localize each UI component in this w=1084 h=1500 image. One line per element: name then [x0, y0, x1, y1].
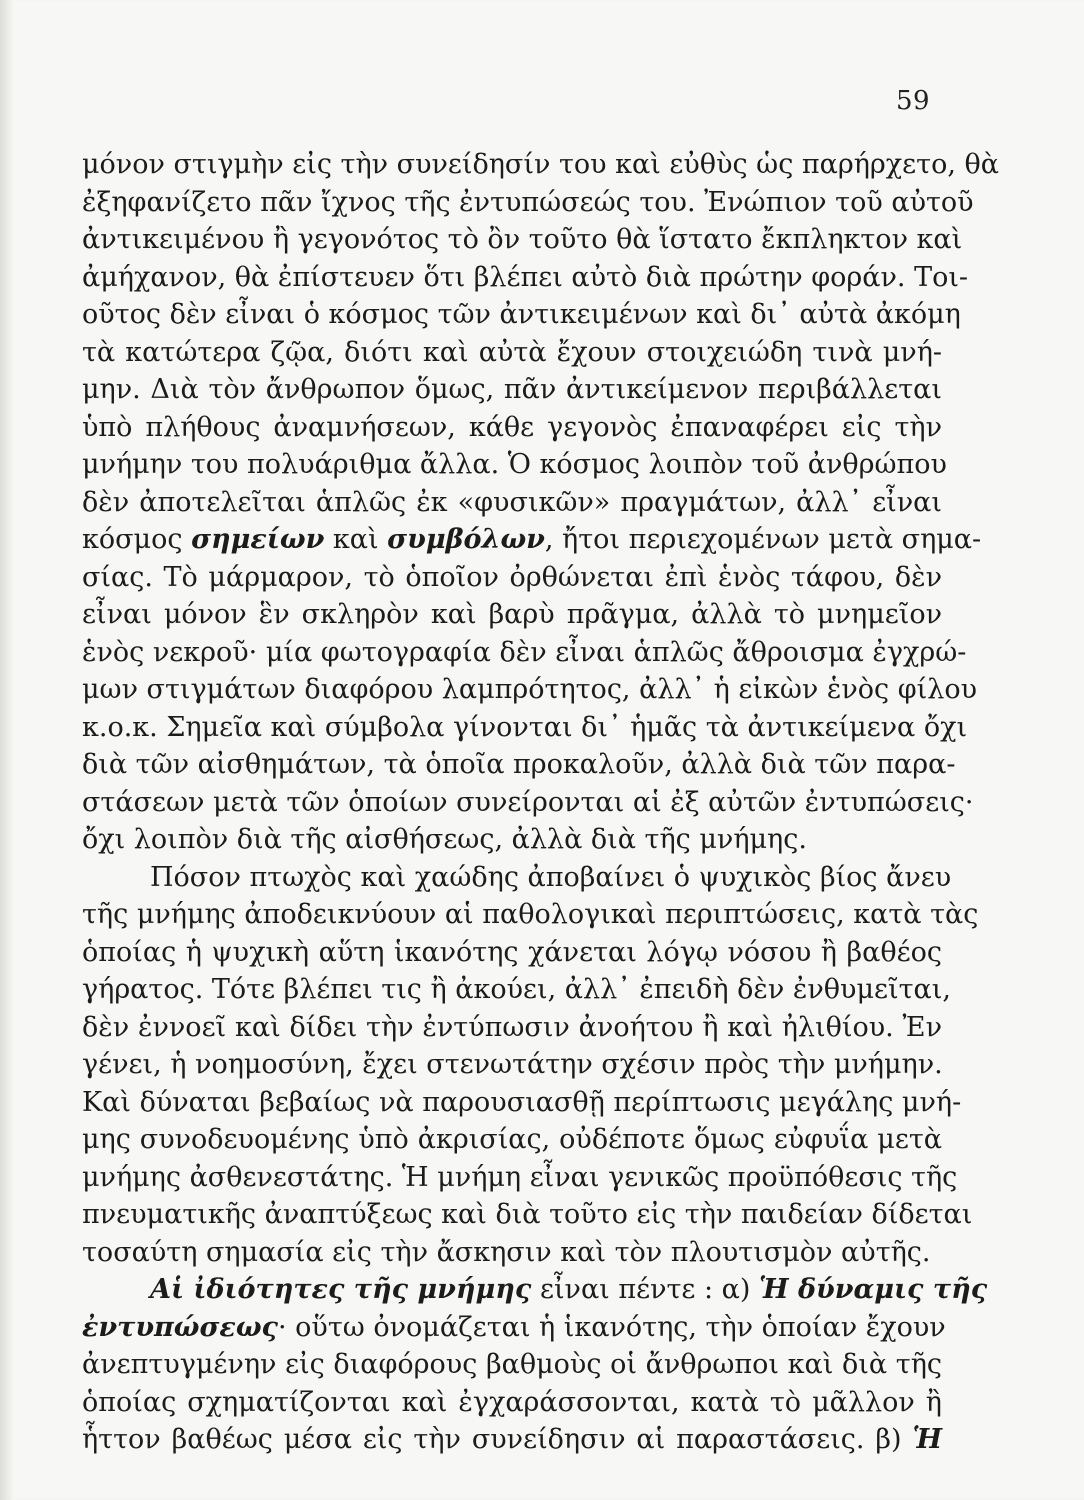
- text-run: μόνον στιγμὴν εἰς τὴν συνείδησίν του καὶ εὐθὺς ὡς παρήρχετο, θὰ: [82, 149, 999, 180]
- text-run: Καὶ δύναται βεβαίως νὰ παρουσιασθῇ περίπτωσις μεγάλης μνή-: [82, 1086, 962, 1118]
- text-run: , ἤτοι περιεχομένων μετὰ σημα-: [544, 524, 982, 555]
- text-line: [82, 1421, 942, 1459]
- text-run: ἀνεπτυγμένην εἰς διαφόρους βαθμοὺς οἱ ἄνθρωποι καὶ διὰ τῆς: [82, 1349, 942, 1380]
- text-line: [82, 821, 942, 859]
- text-line: [82, 1121, 942, 1159]
- text-run: πνευματικῆς ἀναπτύξεως καὶ διὰ τοῦτο εἰς τὴν παιδείαν δίδεται: [82, 1199, 973, 1230]
- text-line: [82, 334, 942, 372]
- text-line: [82, 784, 974, 822]
- text-line: [82, 259, 969, 297]
- text-line: [82, 296, 961, 334]
- text-line: [82, 221, 963, 259]
- text-line: [82, 146, 999, 184]
- text-run: δὲν ἐννοεῖ καὶ δίδει τὴν ἐντύπωσιν ἀνοήτου ἢ καὶ ἠλιθίου. Ἐν: [82, 1011, 942, 1043]
- text-line: [82, 1346, 942, 1384]
- text-run: δὲν ἀποτελεῖται ἁπλῶς ἐκ «φυσικῶν» πραγμάτων, ἀλλ᾽ εἶναι: [82, 486, 942, 518]
- text-run: · οὕτω ὀνομάζεται ἡ ἱκανότης, τὴν ὁποίαν ἔχουν: [278, 1311, 946, 1343]
- text-line: [82, 1046, 942, 1084]
- text-run: μων στιγμάτων διαφόρου λαμπρότητος, ἀλλ᾽ ἡ εἰκὼν ἑνὸς φίλου: [82, 674, 977, 705]
- text-run: κ.ο.κ. Σημεῖα καὶ σύμβολα γίνονται δι᾽ ἡμᾶς τὰ ἀντικείμενα ὄχι: [82, 711, 968, 743]
- emphasized-term: σημείων: [191, 524, 325, 555]
- text-line: [82, 559, 942, 597]
- text-run: ἐξηφανίζετο πᾶν ἴχνος τῆς ἐντυπώσεώς του. Ἐνώπιον τοῦ αὐτοῦ: [82, 186, 974, 218]
- body-text: [82, 146, 999, 1459]
- text-run: ἧττον βαθέως μέσα εἰς τὴν συνείδησιν αἱ παραστάσεις. β): [82, 1424, 913, 1455]
- text-line: [82, 634, 967, 672]
- text-run: τοσαύτη σημασία εἰς τὴν ἄσκησιν καὶ τὸν πλουτισμὸν αὐτῆς.: [82, 1236, 931, 1268]
- emphasized-term: Ἡ δύναμις τῆς: [759, 1274, 988, 1305]
- text-run: ἀντικειμένου ἢ γεγονότος τὸ ὂν τοῦτο θὰ ἵστατο ἔκπληκτον καὶ: [82, 224, 963, 255]
- text-line: [82, 971, 951, 1009]
- text-run: Πόσον πτωχὸς καὶ χαώδης ἀποβαίνει ὁ ψυχικὸς βίος ἄνευ: [150, 861, 952, 893]
- text-run: ὑπὸ πλήθους ἀναμνήσεων, κάθε γεγονὸς ἐπαναφέρει εἰς τὴν: [82, 411, 942, 443]
- text-line: [82, 896, 979, 934]
- text-run: μης συνοδευομένης ὑπὸ ἀκρισίας, οὐδέποτε ὅμως εὐφυΐα μετὰ: [82, 1124, 942, 1155]
- text-run: μην. Διὰ τὸν ἄνθρωπον ὅμως, πᾶν ἀντικείμενον περιβάλλεται: [82, 374, 942, 405]
- text-run: ὁποίας ἡ ψυχικὴ αὕτη ἱκανότης χάνεται λόγῳ νόσου ἢ βαθέος: [82, 936, 942, 968]
- text-run: ὄχι λοιπὸν διὰ τῆς αἰσθήσεως, ἀλλὰ διὰ τῆς μνήμης.: [82, 824, 807, 855]
- text-line: [82, 1196, 973, 1234]
- text-line: [82, 596, 942, 634]
- text-run: μνήμην του πολυάριθμα ἄλλα. Ὁ κόσμος λοιπὸν τοῦ ἀνθρώπου: [82, 449, 947, 480]
- text-line: [82, 371, 942, 409]
- emphasized-term: Αἱ ἰδιότητες τῆς μνήμης: [150, 1274, 532, 1305]
- text-line: [82, 934, 942, 972]
- text-run: ἑνὸς νεκροῦ· μία φωτογραφία δὲν εἶναι ἁπλῶς ἄθροισμα ἐγχρώ-: [82, 636, 967, 668]
- text-run: εἶναι μόνον ἓν σκληρὸν καὶ βαρὺ πρᾶγμα, ἀλλὰ τὸ μνημεῖον: [82, 599, 942, 630]
- text-line: [82, 521, 982, 559]
- text-run: τὰ κατώτερα ζῷα, διότι καὶ αὐτὰ ἔχουν στοιχειώδη τινὰ μνή-: [82, 336, 942, 368]
- text-run: μνήμης ἀσθενεστάτης. Ἡ μνήμη εἶναι γενικῶς προϋπόθεσις τῆς: [82, 1161, 958, 1193]
- text-run: κόσμος: [82, 524, 192, 555]
- page-number: 59: [896, 86, 931, 116]
- text-run: ἀμήχανον, θὰ ἐπίστευεν ὅτι βλέπει αὐτὸ διὰ πρώτην φοράν. Τοι-: [82, 261, 969, 293]
- text-line: [82, 1271, 988, 1309]
- page-spine-shadow: [0, 0, 14, 1500]
- text-line: [82, 1084, 962, 1122]
- text-run: καὶ: [324, 524, 388, 555]
- emphasized-term: συμβόλων: [387, 524, 545, 555]
- text-line: [82, 1234, 942, 1272]
- emphasized-term: ἐντυπώσεως: [82, 1311, 278, 1343]
- text-run: τῆς μνήμης ἀποδεικνύουν αἱ παθολογικαὶ περιπτώσεις, κατὰ τὰς: [82, 899, 979, 930]
- emphasized-term: Ἡ: [912, 1424, 942, 1455]
- text-line: [82, 1159, 958, 1197]
- text-line: [82, 1009, 942, 1047]
- text-line: [82, 409, 942, 447]
- text-run: ὁποίας σχηματίζονται καὶ ἐγχαράσσονται, κατὰ τὸ μᾶλλον ἢ: [82, 1386, 942, 1418]
- text-line: [82, 184, 974, 222]
- text-run: σίας. Τὸ μάρμαρον, τὸ ὁποῖον ὀρθώνεται ἐπὶ ἑνὸς τάφου, δὲν: [82, 561, 942, 593]
- text-line: [82, 746, 956, 784]
- text-run: γένει, ἡ νοημοσύνη, ἔχει στενωτάτην σχέσιν πρὸς τὴν μνήμην.: [82, 1049, 943, 1080]
- text-run: εἶναι πέντε : α): [531, 1274, 760, 1305]
- text-line: [82, 859, 952, 897]
- text-line: [82, 1384, 942, 1422]
- text-line: [82, 1309, 946, 1347]
- text-line: [82, 671, 977, 709]
- text-line: [82, 484, 942, 522]
- text-run: στάσεων μετὰ τῶν ὁποίων συνείρονται αἱ ἐξ αὐτῶν ἐντυπώσεις·: [82, 786, 974, 818]
- text-line: [82, 446, 947, 484]
- text-run: διὰ τῶν αἰσθημάτων, τὰ ὁποῖα προκαλοῦν, ἀλλὰ διὰ τῶν παρα-: [82, 749, 956, 780]
- text-run: γήρατος. Τότε βλέπει τις ἢ ἀκούει, ἀλλ᾽ ἐπειδὴ δὲν ἐνθυμεῖται,: [82, 974, 951, 1005]
- text-run: οῦτος δὲν εἶναι ὁ κόσμος τῶν ἀντικειμένων καὶ δι᾽ αὐτὰ ἀκόμη: [82, 299, 961, 330]
- text-line: [82, 709, 968, 747]
